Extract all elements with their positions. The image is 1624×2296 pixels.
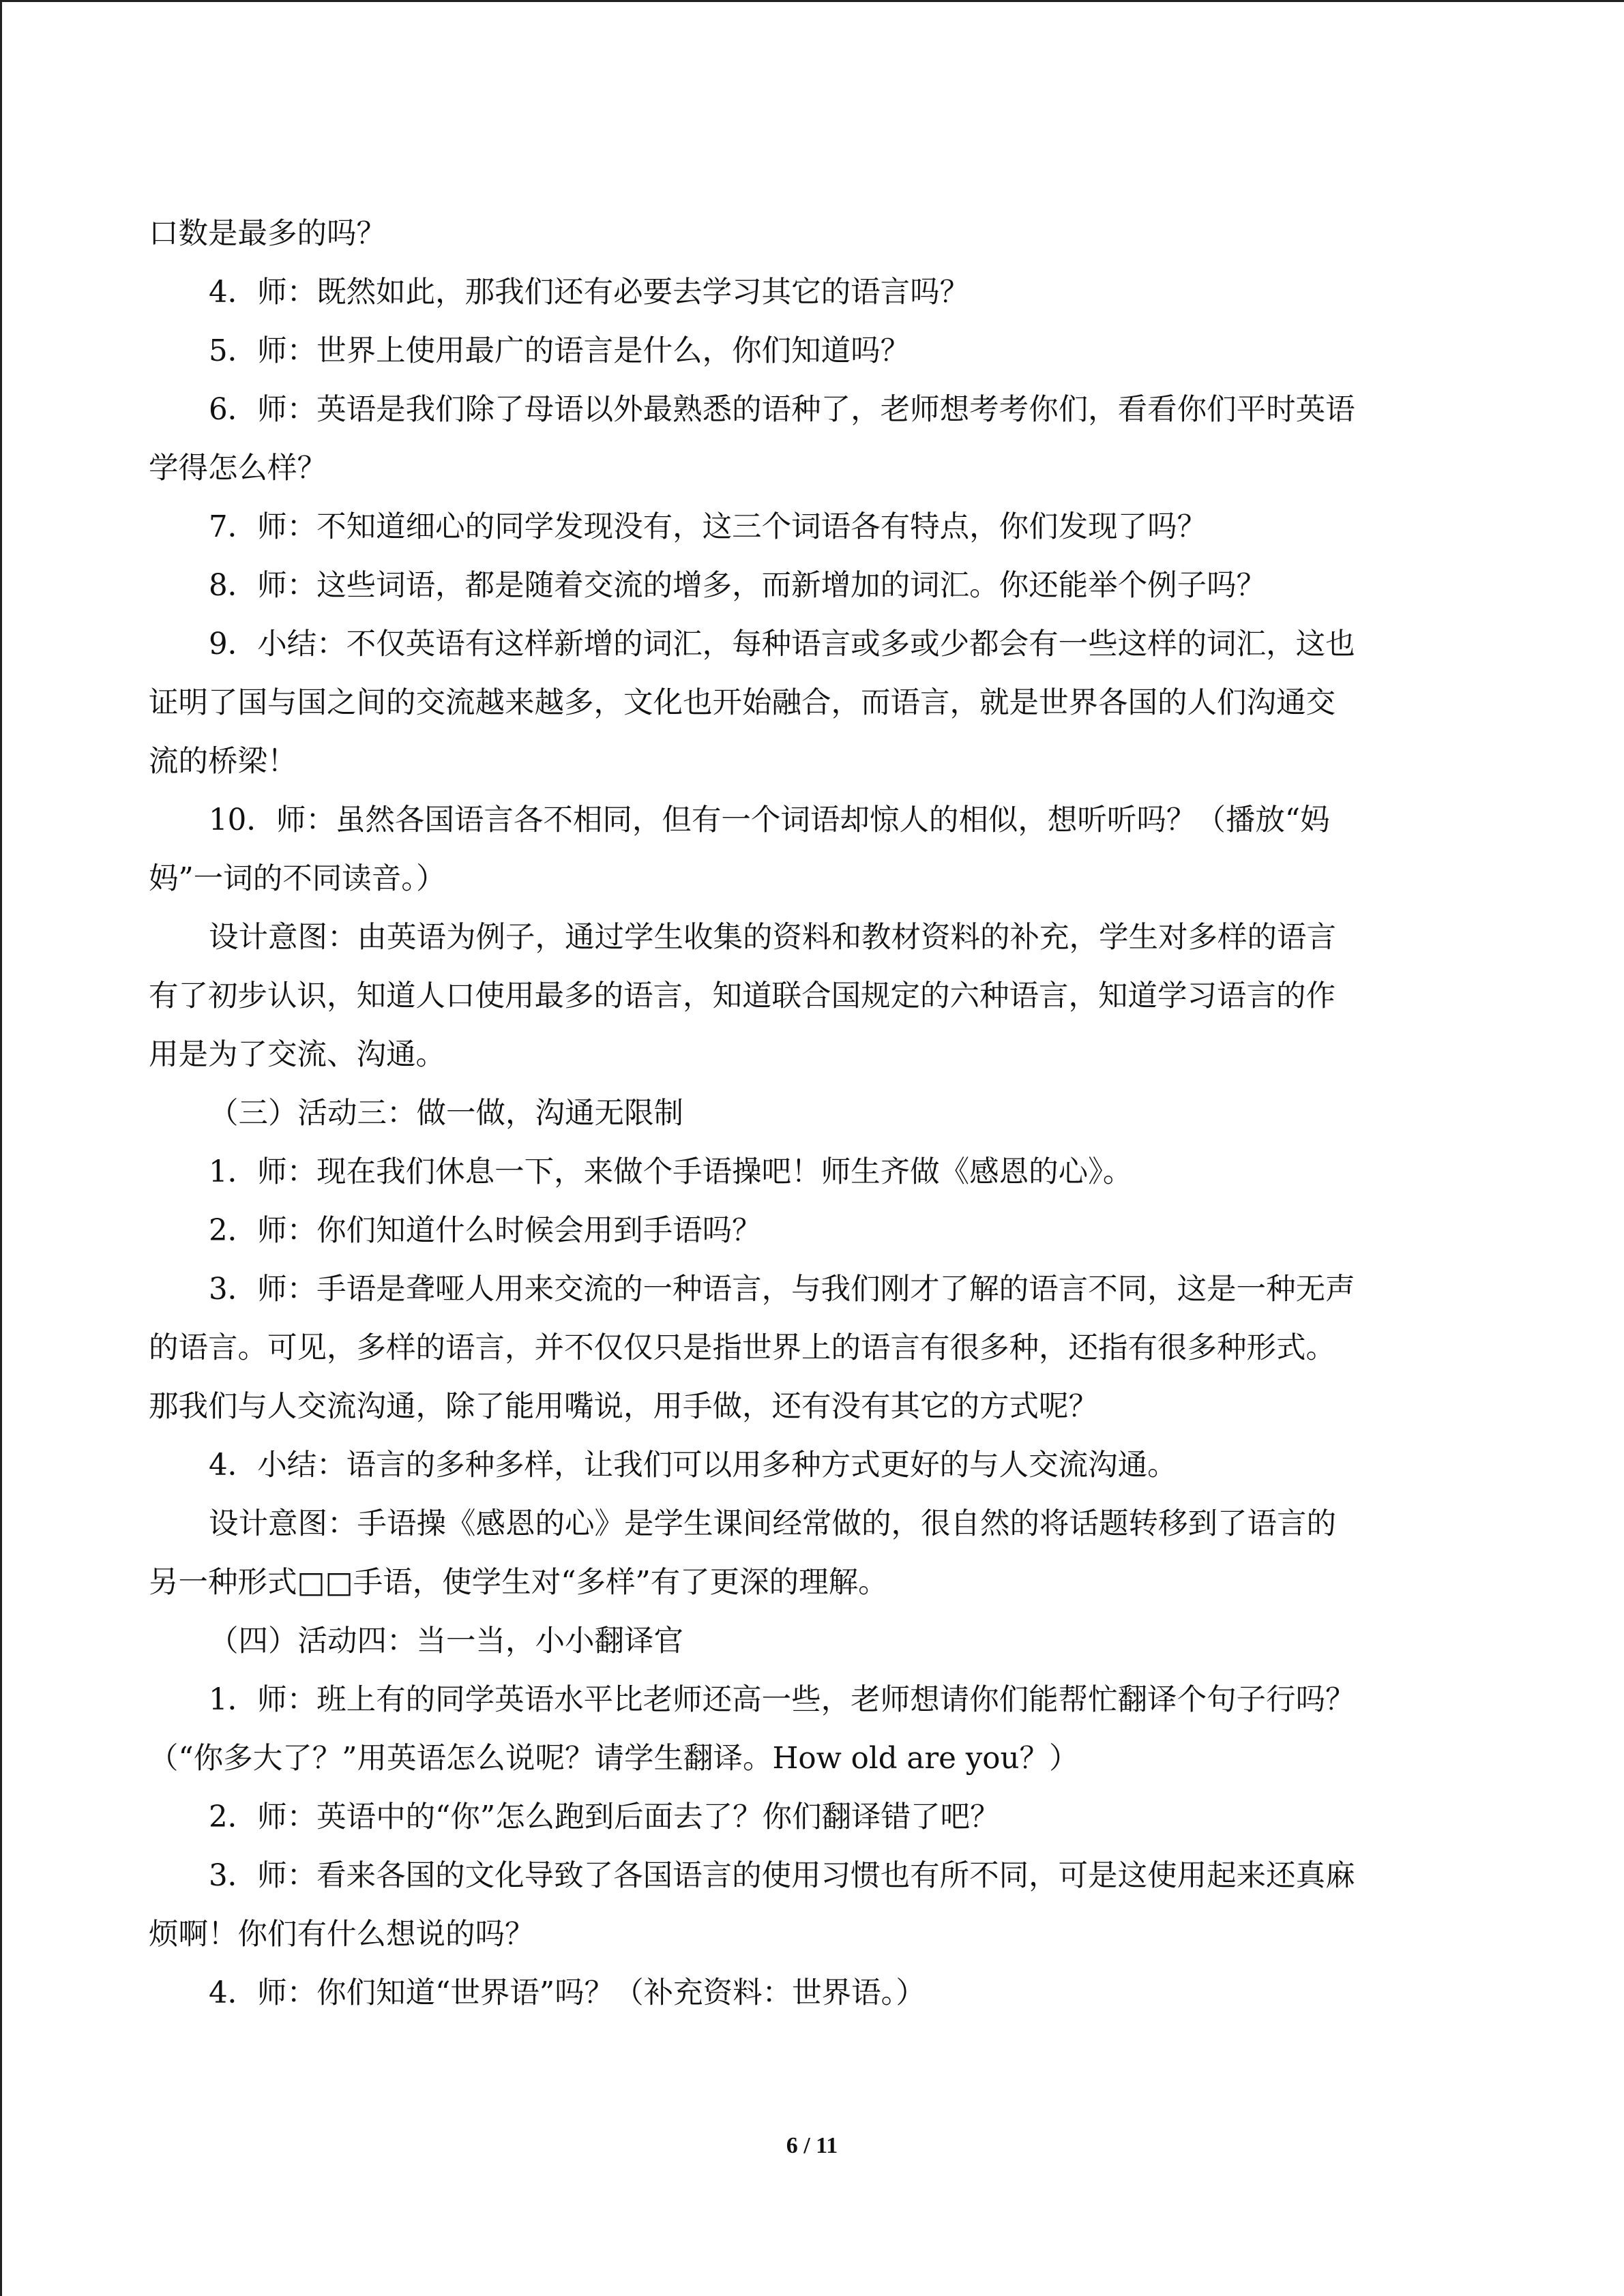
- text-line: 设计意图：由英语为例子，通过学生收集的资料和教材资料的补充，学生对多样的语言: [209, 921, 1336, 955]
- text-line: 另一种形式□□手语，使学生对“多样”有了更深的理解。: [149, 1566, 888, 1600]
- text-line: 烦啊！你们有什么想说的吗？: [149, 1918, 535, 1952]
- text-line: 2．师：你们知道什么时候会用到手语吗？: [209, 1214, 762, 1248]
- text-line: 3．师：手语是聋哑人用来交流的一种语言，与我们刚才了解的语言不同，这是一种无声: [209, 1272, 1355, 1307]
- text-line: 的语言。可见，多样的语言，并不仅仅只是指世界上的语言有很多种，还指有很多种形式。: [149, 1331, 1335, 1365]
- text-line: 学得怎么样？: [149, 451, 327, 486]
- text-line: （三）活动三：做一做，沟通无限制: [209, 1097, 683, 1131]
- text-line: 1．师：现在我们休息一下，来做个手语操吧！师生齐做《感恩的心》。: [209, 1155, 1133, 1189]
- text-line: 4．师：你们知道“世界语”吗？（补充资料：世界语。）: [209, 1976, 926, 2010]
- page-number: 6 / 11: [786, 2133, 838, 2158]
- text-line: 9．小结：不仅英语有这样新增的词汇，每种语言或多或少都会有一些这样的词汇，这也: [209, 627, 1355, 661]
- text-line: 有了初步认识，知道人口使用最多的语言，知道联合国规定的六种语言，知道学习语言的作: [149, 979, 1335, 1013]
- text-line: 3．师：看来各国的文化导致了各国语言的使用习惯也有所不同，可是这使用起来还真麻: [209, 1859, 1355, 1893]
- text-line: 口数是最多的吗？: [149, 217, 386, 251]
- text-line: 6．师：英语是我们除了母语以外最熟悉的语种了，老师想考考你们，看看你们平时英语: [209, 393, 1355, 427]
- text-line: 7．师：不知道细心的同学发现没有，这三个词语各有特点，你们发现了吗？: [209, 510, 1207, 544]
- text-line: 用是为了交流、沟通。: [149, 1038, 445, 1072]
- text-line: 1．师：班上有的同学英语水平比老师还高一些，老师想请你们能帮忙翻译个句子行吗？: [209, 1683, 1355, 1717]
- text-line: 10．师：虽然各国语言各不相同，但有一个词语却惊人的相似，想听听吗？（播放“妈: [209, 803, 1330, 837]
- text-line: （“你多大了？”用英语怎么说呢？请学生翻译。How old are you？）: [149, 1742, 1079, 1776]
- text-line: 2．师：英语中的“你”怎么跑到后面去了？你们翻译错了吧？: [209, 1800, 1000, 1834]
- text-line: 5．师：世界上使用最广的语言是什么，你们知道吗？: [209, 334, 911, 368]
- document-body: [149, 205, 1475, 2023]
- text-line: （四）活动四：当一当，小小翻译官: [209, 1624, 683, 1658]
- text-line: 那我们与人交流沟通，除了能用嘴说，用手做，还有没有其它的方式呢？: [149, 1390, 1098, 1424]
- text-line: 设计意图：手语操《感恩的心》是学生课间经常做的，很自然的将话题转移到了语言的: [209, 1507, 1336, 1541]
- text-line: 证明了国与国之间的交流越来越多，文化也开始融合，而语言，就是世界各国的人们沟通交: [149, 686, 1335, 720]
- text-line: 妈”一词的不同读音。）: [149, 862, 446, 896]
- text-line: 4．师：既然如此，那我们还有必要去学习其它的语言吗？: [209, 275, 970, 310]
- text-line: 8．师：这些词语，都是随着交流的增多，而新增加的词汇。你还能举个例子吗？: [209, 569, 1267, 603]
- text-line: 流的桥梁！: [149, 745, 297, 779]
- text-line: 4．小结：语言的多种多样，让我们可以用多种方式更好的与人交流沟通。: [209, 1448, 1177, 1482]
